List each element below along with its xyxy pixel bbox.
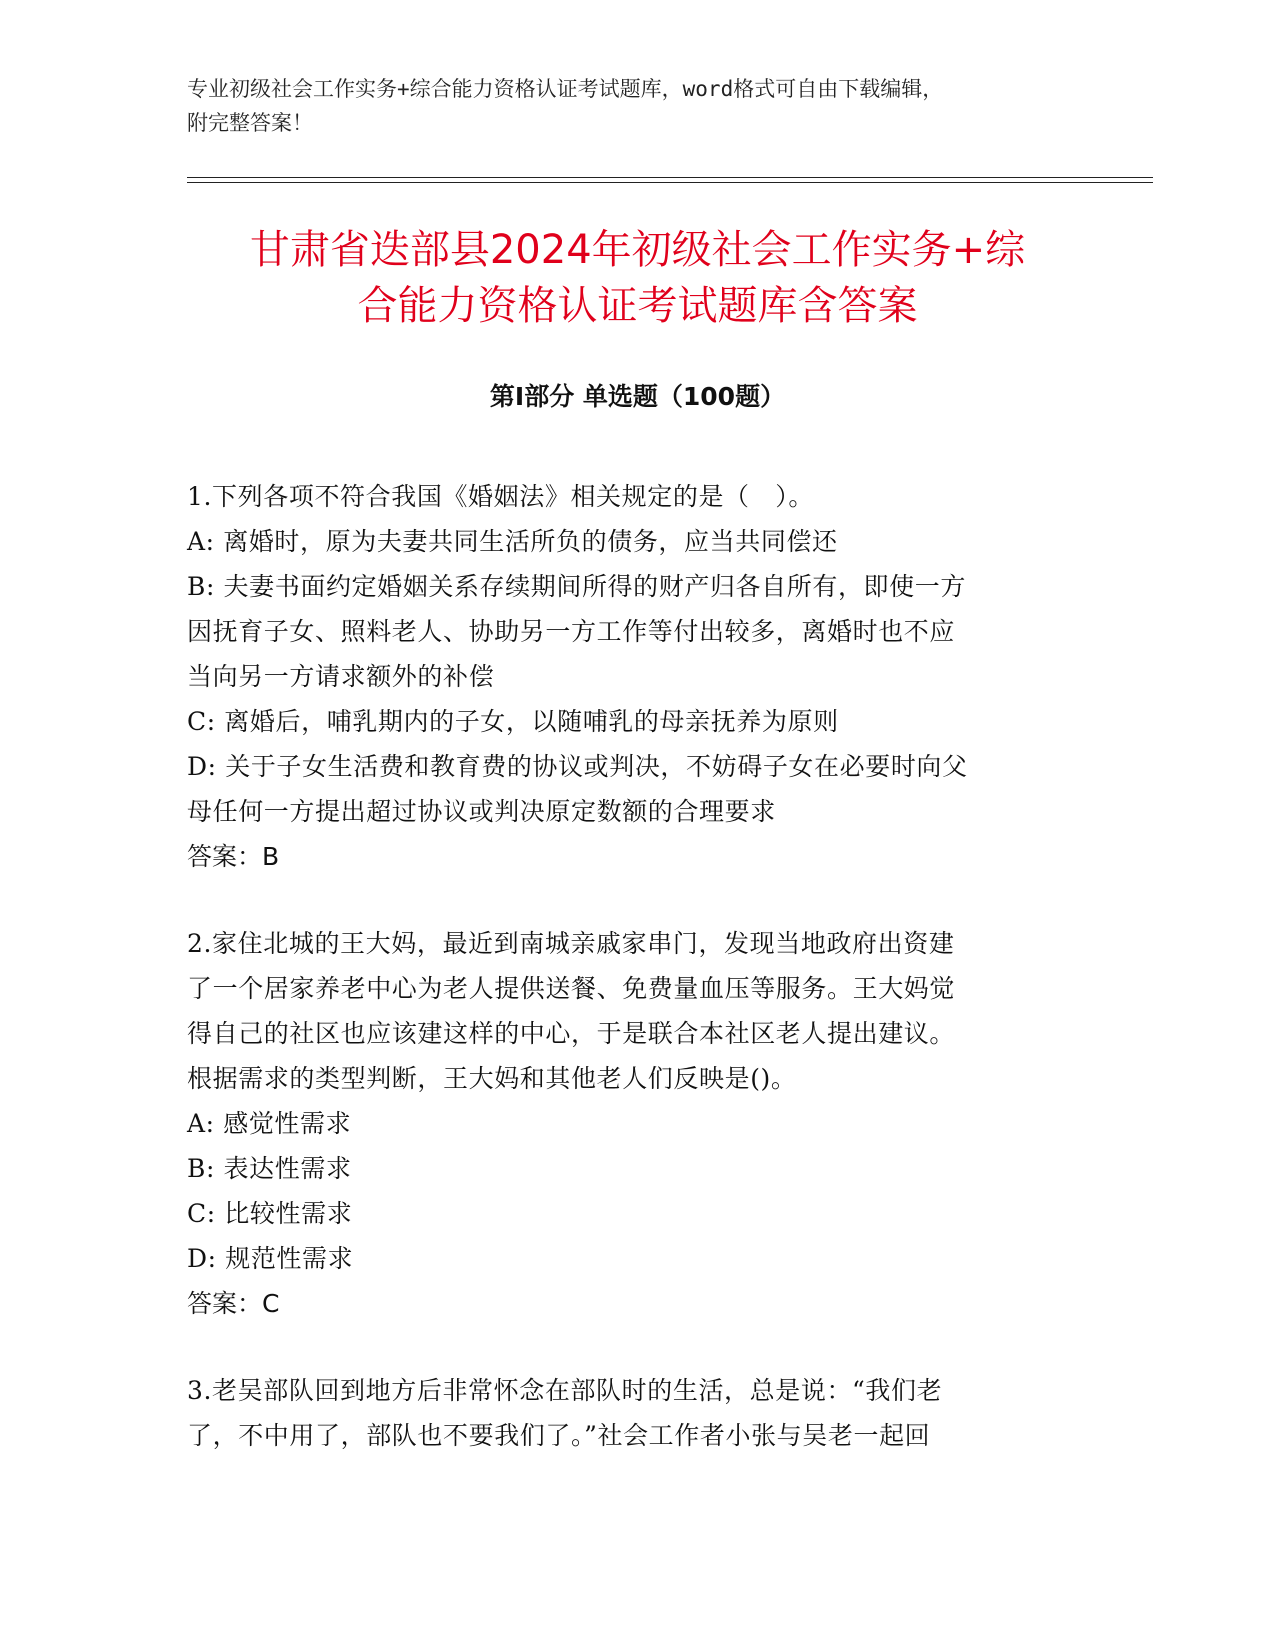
question-list: [187, 474, 1067, 1500]
option-d: [187, 744, 1067, 834]
answer-line: 答案：B: [187, 842, 280, 871]
option-line: 当向另一方请求额外的补偿: [187, 662, 495, 691]
question-stem: 2.家住北城的王大妈，最近到南城亲戚家串门，发现当地政府出资建: [187, 929, 955, 958]
question-item: [187, 1368, 1067, 1458]
document-title-line: 甘肃省迭部县2024年初级社会工作实务+综: [249, 227, 1026, 273]
option-line: A: 离婚时，原为夫妻共同生活所负的债务，应当共同偿还: [187, 527, 838, 556]
question-item: [187, 921, 1067, 1326]
answer-line: 答案：C: [187, 1289, 280, 1318]
question-stem: 了一个居家养老中心为老人提供送餐、免费量血压等服务。王大妈觉: [187, 974, 956, 1003]
question-stem: 根据需求的类型判断，王大妈和其他老人们反映是()。: [187, 1064, 797, 1093]
document-title-line: 合能力资格认证考试题库含答案: [357, 283, 918, 329]
option-line: C: 离婚后，哺乳期内的子女，以随哺乳的母亲抚养为原则: [187, 707, 839, 736]
question-stem: 3.老吴部队回到地方后非常怀念在部队时的生活，总是说：“我们老: [187, 1376, 943, 1405]
header-note-line: 专业初级社会工作实务+综合能力资格认证考试题库，word格式可自由下载编辑，: [187, 77, 944, 101]
question-stem: 1.下列各项不符合我国《婚姻法》相关规定的是（ ）。: [187, 482, 814, 511]
option-line: B: 夫妻书面约定婚姻关系存续期间所得的财产归各自所有，即使一方: [187, 572, 966, 601]
option-line: D: 关于子女生活费和教育费的协议或判决，不妨碍子女在必要时向父: [187, 752, 968, 781]
option-c: [187, 699, 1067, 744]
option-b: [187, 564, 1067, 699]
question-stem: 了，不中用了，部队也不要我们了。”社会工作者小张与吴老一起回: [187, 1421, 931, 1450]
header-note: [187, 72, 1087, 140]
document-title: [150, 222, 1125, 334]
option-a: A: 感觉性需求: [187, 1109, 352, 1138]
option-line: 因抚育子女、照料老人、协助另一方工作等付出较多，离婚时也不应: [187, 617, 956, 646]
question-stem: 得自己的社区也应该建这样的中心，于是联合本社区老人提出建议。: [187, 1019, 956, 1048]
header-note-line: 附完整答案！: [187, 111, 313, 135]
option-d: D: 规范性需求: [187, 1244, 354, 1273]
option-a: [187, 519, 1067, 564]
option-b: B: 表达性需求: [187, 1154, 352, 1183]
option-c: C: 比较性需求: [187, 1199, 353, 1228]
section-title: 第Ⅰ部分 单选题（100题）: [489, 382, 786, 411]
header-divider-top: [187, 177, 1153, 178]
option-line: 母任何一方提出超过协议或判决原定数额的合理要求: [187, 797, 776, 826]
header-divider-bottom: [187, 182, 1153, 183]
question-item: [187, 474, 1067, 879]
